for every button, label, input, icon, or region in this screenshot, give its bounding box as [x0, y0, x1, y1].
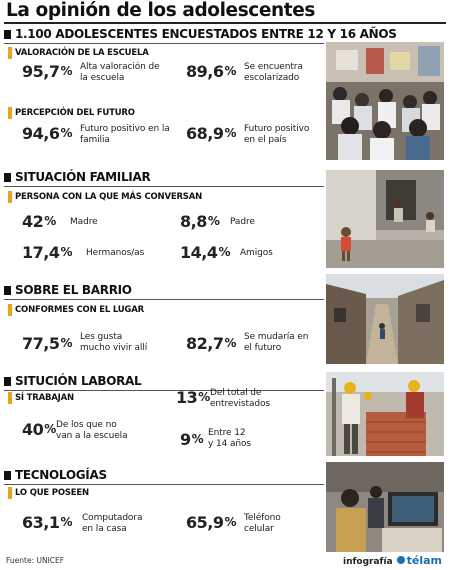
section-heading-tech: TECNOLOGÍAS	[4, 468, 107, 482]
accent-bar	[8, 47, 12, 59]
square-bullet-icon	[4, 377, 11, 386]
stat-value: 63,1%	[22, 513, 73, 532]
stat-value: 82,7%	[186, 334, 237, 353]
accent-bar	[8, 107, 12, 119]
stat-value: 17,4%	[22, 243, 73, 262]
stat-label: Les gusta mucho vivir allí	[80, 332, 148, 353]
stat-label: Futuro positivo en la familia	[80, 124, 170, 145]
stat-value: 65,9%	[186, 513, 237, 532]
section-divider	[4, 484, 324, 485]
stat-label: Se encuentra escolarizado	[244, 62, 303, 83]
stat-label: Computadora en la casa	[82, 513, 143, 534]
square-bullet-icon	[4, 286, 11, 295]
accent-bar	[8, 487, 12, 499]
stat-label: Madre	[70, 217, 98, 227]
stat-label: Del total de entrevistados	[210, 388, 270, 409]
subheading-working: SÍ TRABAJAN	[8, 393, 74, 403]
stat-label: De los que no van a la escuela	[56, 420, 128, 441]
stat-value: 89,6%	[186, 62, 237, 81]
photo-family	[326, 170, 444, 268]
section-divider	[4, 186, 324, 187]
section-divider	[4, 299, 324, 300]
photo-technology	[326, 462, 444, 552]
section-heading-survey: 1.100 ADOLESCENTES ENCUESTADOS ENTRE 12 Y 16 AÑOS	[4, 27, 397, 41]
stat-value: 14,4%	[180, 243, 231, 262]
stat-value: 13%	[176, 388, 210, 407]
section-heading-family: SITUACIÓN FAMILIAR	[4, 170, 150, 184]
stat-value: 40%	[22, 420, 56, 439]
section-divider	[4, 43, 324, 44]
subheading-possess: LO QUE POSEEN	[8, 488, 89, 498]
stat-value: 8,8%	[180, 212, 220, 231]
telam-logo-icon	[397, 556, 405, 564]
title-divider	[4, 22, 446, 24]
stat-label: Teléfono celular	[244, 513, 281, 534]
stat-label: Padre	[230, 217, 255, 227]
stat-label: Futuro positivo en el país	[244, 124, 310, 145]
accent-bar	[8, 191, 12, 203]
stat-value: 68,9%	[186, 124, 237, 143]
photo-neighborhood	[326, 274, 444, 364]
stat-value: 9%	[180, 430, 204, 449]
stat-label: Entre 12 y 14 años	[208, 428, 252, 449]
subheading-place: CONFORMES CON EL LUGAR	[8, 305, 144, 315]
subheading-school: VALORACIÓN DE LA ESCUELA	[8, 48, 149, 58]
page-title: La opinión de los adolescentes	[6, 0, 315, 21]
subheading-conversation: PERSONA CON LA QUE MÁS CONVERSAN	[8, 192, 202, 202]
source-note: Fuente: UNICEF	[6, 556, 65, 565]
stat-value: 42%	[22, 212, 56, 231]
section-heading-neighborhood: SOBRE EL BARRIO	[4, 283, 132, 297]
stat-value: 94,6%	[22, 124, 73, 143]
stat-label: Se mudaría en el futuro	[244, 332, 309, 353]
section-heading-work: SITUCIÓN LABORAL	[4, 374, 141, 388]
square-bullet-icon	[4, 173, 11, 182]
subheading-future: PERCEPCIÓN DEL FUTURO	[8, 108, 135, 118]
stat-value: 95,7%	[22, 62, 73, 81]
stat-value: 77,5%	[22, 334, 73, 353]
photo-workers	[326, 372, 444, 456]
stat-label: Hermanos/as	[86, 248, 145, 258]
accent-bar	[8, 392, 12, 404]
photo-classroom	[326, 42, 444, 160]
stat-label: Amigos	[240, 248, 273, 258]
square-bullet-icon	[4, 30, 11, 39]
stat-label: Alta valoración de la escuela	[80, 62, 160, 83]
accent-bar	[8, 304, 12, 316]
credit-logo: infografía télam	[343, 554, 442, 567]
square-bullet-icon	[4, 471, 11, 480]
